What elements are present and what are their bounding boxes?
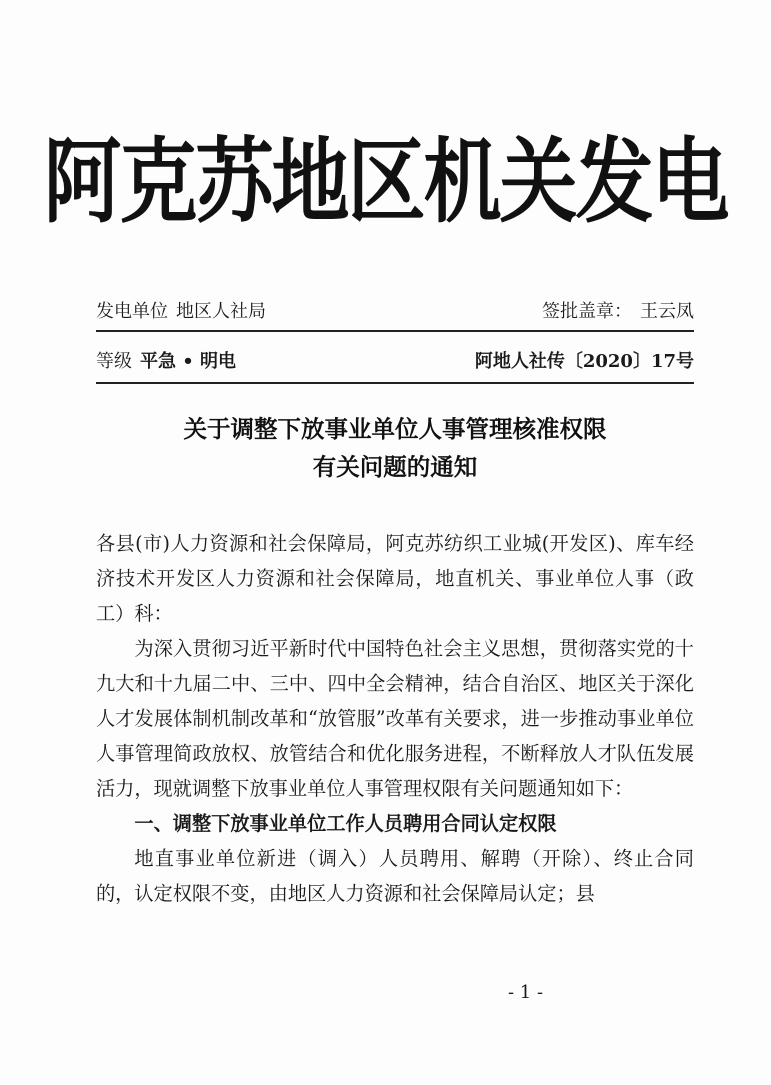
level-value: 平急 • 明电 (140, 351, 237, 372)
signer-value: 王云凤 (640, 301, 694, 322)
title-line-1: 关于调整下放事业单位人事管理核准权限 (183, 415, 607, 443)
salutation: 各县(市)人力资源和社会保障局，阿克苏纺织工业城(开发区)、库车经济技术开发区人力资源和社会保障局，地直机关、事业单位人事（政工）科： (96, 532, 694, 625)
doc-number: 阿地人社传〔2020〕17号 (474, 351, 694, 372)
meta-row-level (96, 342, 694, 378)
page-number: - 1 - (507, 982, 544, 1003)
masthead-title: 阿克苏地区机关发电 (43, 129, 728, 236)
doc-number-group (475, 347, 694, 373)
paragraph: 为深入贯彻习近平新时代中国特色社会主义思想，贯彻落实党的十九大和十九届二中、三中、四中全会精神，结合自治区、地区关于深化人才发展体制机制改革和“放管服”改革有关要求，进一步推动事业单位人事管理简政放权、放管结合和优化服务进程，不断释放人才队伍发展活力，现就调整下放事业单位人事管理权限有关问题通知如下： (96, 637, 694, 800)
divider-rule (96, 330, 694, 332)
sender-value: 地区人社局 (176, 301, 266, 322)
signer-group (542, 297, 694, 323)
level-label: 等级 (96, 351, 132, 372)
paragraph: 地直事业单位新进（调入）人员聘用、解聘（开除）、终止合同的，认定权限不变，由地区人力资源和社会保障局认定；县 (96, 847, 694, 905)
section-heading: 一、调整下放事业单位工作人员聘用合同认定权限 (134, 812, 557, 835)
divider-rule (96, 382, 694, 384)
title-line-2: 有关问题的通知 (312, 453, 478, 481)
document-title (96, 410, 694, 486)
document-body (96, 526, 694, 911)
signer-label: 签批盖章： (542, 301, 632, 322)
sender-label: 发电单位 (96, 301, 168, 322)
level-group (96, 347, 236, 373)
meta-row-sender (96, 292, 694, 328)
sender-group (96, 297, 266, 323)
